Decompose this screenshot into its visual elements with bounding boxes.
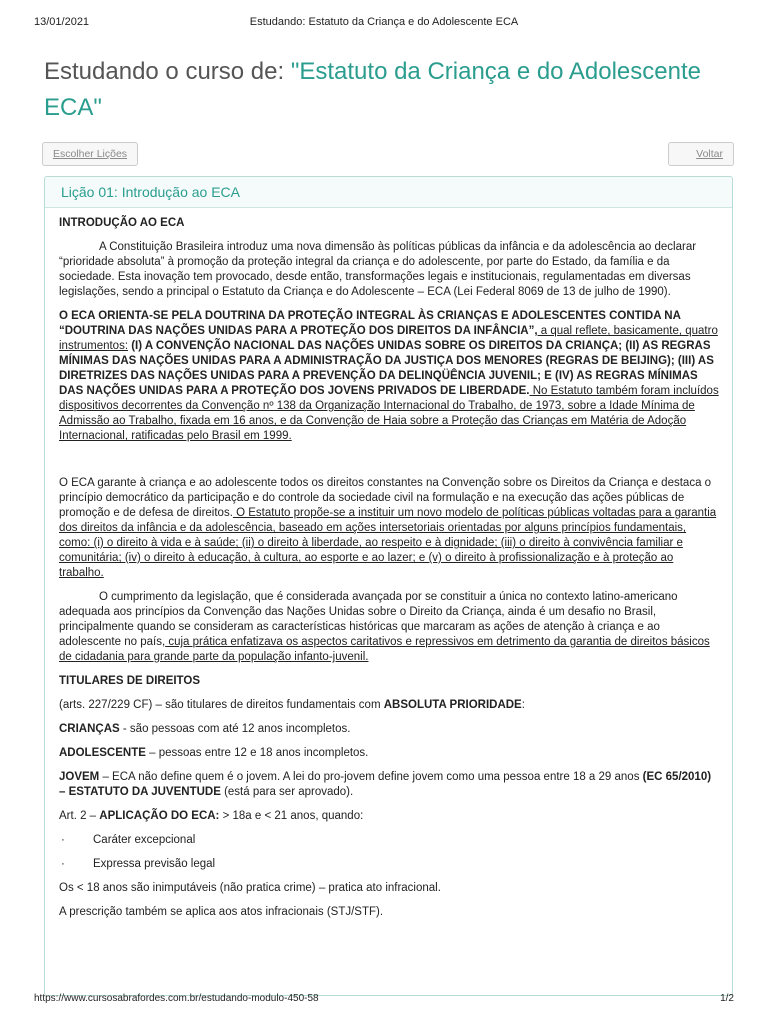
guarantee-text: O ECA garante à criança e ao adolescente todos os direitos constantes na Convenção sobre os Direitos da Criança e destaca o princípio democrático da participação e do controle da sociedade civil na formulação e na execução das ações públicas de promoção e de defesa de direitos. (59, 477, 712, 519)
bullet-mark: · (61, 834, 65, 846)
doctrine-bold-1: O ECA ORIENTA-SE PELA DOUTRINA DA PROTEÇÃO INTEGRAL ÀS CRIANÇAS E ADOLESCENTES CONTIDA NA “DOUTRINA DAS NAÇÕES UNIDAS PARA A PROTEÇÃO DOS DIREITOS DA INFÂNCIA”, (59, 310, 681, 337)
print-title: Estudando: Estatuto da Criança e do Adolescente ECA (249, 16, 519, 28)
bullet-text: Caráter excepcional (93, 834, 196, 846)
children-line: CRIANÇAS - são pessoas com até 12 anos incompletos. (59, 723, 351, 735)
choose-lessons-button[interactable]: Escolher Lições (42, 142, 138, 166)
holders-line: (arts. 227/229 CF) – são titulares de direitos fundamentais com ABSOLUTA PRIORIDADE: (59, 699, 525, 711)
holders-heading: TITULARES DE DIREITOS (59, 675, 200, 687)
list-item (59, 857, 720, 872)
list-item (59, 833, 720, 848)
doctrine-underline-2: No Estatuto também foram incluídos dispositivos decorrentes da Convenção nº 138 da Organização Internacional do Trabalho, de 1973, sobre a Idade Mínima de Admissão ao Trabalho, fixada em 16 anos, e da Convenção de Haia sobre a Proteção das Crianças em Matéria de Adoção Internacional, ratificadas pelo Brasil em 1999. (59, 385, 719, 442)
prescription-line: A prescrição também se aplica aos atos infracionais (STJ/STF). (59, 906, 384, 918)
lesson-panel (44, 176, 733, 996)
lesson-content (45, 208, 732, 920)
bullet-mark: · (61, 858, 65, 870)
print-page-number: 1/2 (720, 993, 734, 1004)
compliance-underline: cuja prática enfatizava os aspectos caritativos e repressivos em detrimento da garantia de direitos básicos de cidadania para grande parte da população infanto-juvenil. (59, 636, 710, 663)
print-url: https://www.cursosabrafordes.com.br/estudando-modulo-450-58 (34, 993, 319, 1004)
adolescent-line: ADOLESCENTE – pessoas entre 12 e 18 anos incompletos. (59, 747, 369, 759)
print-date: 13/01/2021 (34, 16, 90, 28)
minors-line: Os < 18 anos são inimputáveis (não pratica crime) – pratica ato infracional. (59, 882, 441, 894)
youth-line: JOVEM – ECA não define quem é o jovem. A lei do pro-jovem define jovem como uma pessoa entre 18 a 29 anos (EC 65/2010) – ESTATUTO DA JUVENTUDE (está para ser aprovado). (59, 771, 712, 798)
doctrine-underline-1: a qual reflete, basicamente, quatro instrumentos: (59, 325, 718, 352)
guarantee-underline: O Estatuto propõe-se a instituir um novo modelo de políticas públicas voltadas para a garantia dos direitos da infância e da adolescência, baseado em ações intersetoriais orientadas por alguns princípios fundamentais, como: (i) o direito à vida e à saúde; (ii) o direito à liberdade, ao respeito e à dignidade; (iii) o direito à convivência familiar e comunitária; (iv) o direito à educação, à cultura, ao esporte e ao lazer; e (v) o direito à profissionalização e à proteção ao trabalho. (59, 507, 717, 579)
guarantee-paragraph (59, 476, 720, 581)
lesson-title: Lição 01: Introdução ao ECA (45, 177, 732, 208)
course-name: "Estatuto da Criança e do Adolescente ECA" (44, 58, 701, 121)
doctrine-bold-2: (I) A CONVENÇÃO NACIONAL DAS NAÇÕES UNIDAS SOBRE OS DIREITOS DA CRIANÇA; (II) AS REGRAS MÍNIMAS DAS NAÇÕES UNIDAS PARA A ADMINISTRAÇÃO DA JUSTIÇA DOS MENORES (REGRAS DE BEIJING); (III) AS DIRETRIZES DAS NAÇÕES UNIDAS PARA A PREVENÇÃO DA DELINQÜÊNCIA JUVENIL; E (IV) AS REGRAS MÍNIMAS DAS NAÇÕES UNIDAS PARA A PROTEÇÃO DOS JOVENS PRIVADOS DE LIBERDADE. (59, 340, 714, 397)
page-title-prefix: Estudando o curso de: (44, 58, 291, 85)
art2-line: Art. 2 – APLICAÇÃO DO ECA: > 18a e < 21 anos, quando: (59, 810, 364, 822)
intro-heading: INTRODUÇÃO AO ECA (59, 217, 185, 229)
compliance-paragraph (59, 590, 720, 665)
intro-paragraph: A Constituição Brasileira introduz uma nova dimensão às políticas públicas da infância e da adolescência ao declarar “prioridade absoluta” à promoção da proteção integral da criança e do adolescente, por parte do Estado, da família e da sociedade. Esta inovação tem provocado, desde então, transformações legais e institucionais, regulamentadas em diversas legislações, sendo a principal o Estatuto da Criança e do Adolescente – ECA (Lei Federal 8069 de 13 de julho de 1990). (59, 241, 697, 298)
doctrine-paragraph (59, 309, 720, 444)
print-header (0, 16, 768, 30)
compliance-text: O cumprimento da legislação, que é considerada avançada por se constituir a única no contexto latino-americano adequada aos princípios da Convenção das Nações Unidas sobre o Direito da Criança, ainda é um desafio no Brasil, principalmente quando se consideram as características históricas que marcaram as ações de atenção à criança e ao adolescente no país, (59, 591, 678, 648)
page-title (44, 54, 744, 126)
print-footer (0, 993, 768, 1007)
bullet-text: Expressa previsão legal (93, 858, 216, 870)
back-button[interactable]: Voltar (668, 142, 734, 166)
